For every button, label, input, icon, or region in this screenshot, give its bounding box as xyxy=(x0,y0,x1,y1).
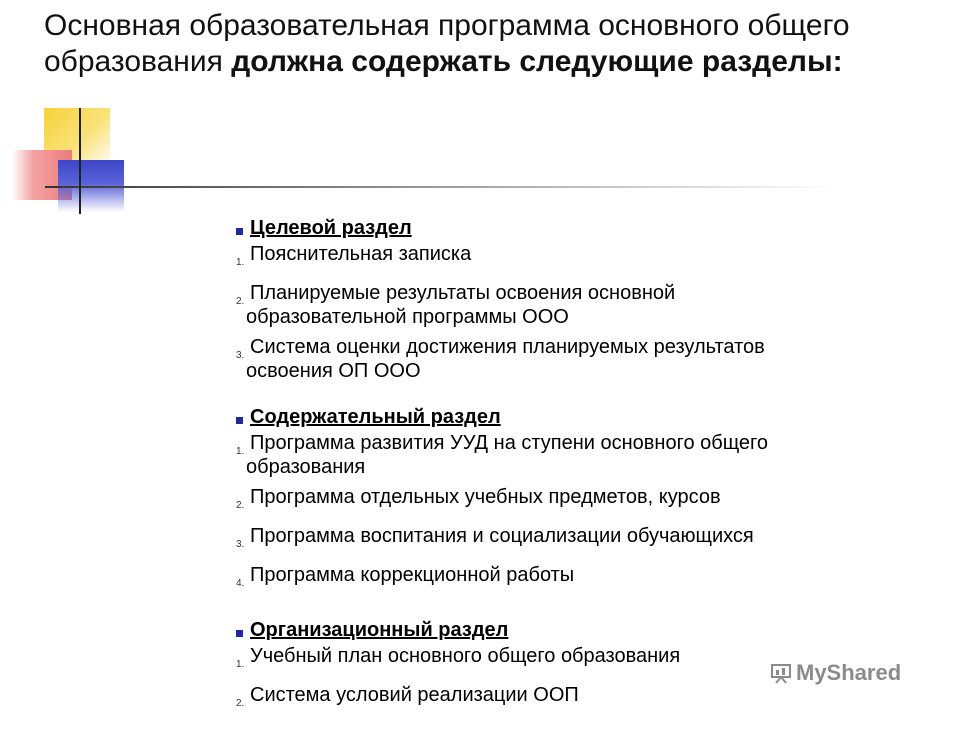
square-bullet-icon xyxy=(236,228,243,235)
item-number: 3. xyxy=(236,539,245,550)
section-title: Целевой раздел xyxy=(250,216,412,239)
item-text: Планируемые результаты освоения основной xyxy=(250,282,676,304)
item-text: Программа коррекционной работы xyxy=(250,564,575,586)
list-item xyxy=(236,524,936,557)
item-text: Система оценки достижения планируемых результатов xyxy=(250,336,765,358)
item-number: 4. xyxy=(236,578,245,589)
square-bullet-icon xyxy=(236,417,243,424)
decor-vertical-line xyxy=(79,108,81,214)
item-number: 1. xyxy=(236,257,245,268)
section-target xyxy=(236,214,936,383)
item-number: 3. xyxy=(236,350,245,361)
item-text: Программа отдельных учебных предметов, курсов xyxy=(250,486,721,508)
section-title: Содержательный раздел xyxy=(250,405,501,428)
item-number: 2. xyxy=(236,698,245,709)
title-normal: Основная образовательная программа основного общего образования xyxy=(44,9,850,78)
slide-title xyxy=(44,8,924,80)
item-text: Программа воспитания и социализации обучающихся xyxy=(250,525,754,547)
item-text: Программа развития УУД на ступени основного общего xyxy=(250,432,769,454)
list-item xyxy=(236,281,936,329)
item-text: Система условий реализации ООП xyxy=(250,684,579,706)
item-number: 1. xyxy=(236,659,245,670)
item-text-cont: образования xyxy=(246,456,366,478)
list-item xyxy=(236,242,936,275)
list-item xyxy=(236,485,936,518)
decor-horizontal-line xyxy=(45,186,835,188)
item-text-cont: образовательной программы ООО xyxy=(246,306,569,328)
item-number: 1. xyxy=(236,446,245,457)
item-text-cont: освоения ОП ООО xyxy=(246,360,421,382)
list-item xyxy=(236,431,936,479)
presentation-icon xyxy=(770,662,792,684)
item-text: Пояснительная записка xyxy=(250,243,472,265)
list-item xyxy=(236,335,936,383)
item-number: 2. xyxy=(236,296,245,307)
square-bullet-icon xyxy=(236,630,243,637)
item-text: Учебный план основного общего образования xyxy=(250,645,681,667)
watermark-text: MyShared xyxy=(796,660,902,685)
sections-list xyxy=(236,214,936,736)
title-bold: должна содержать следующие разделы: xyxy=(231,45,843,78)
item-number: 2. xyxy=(236,500,245,511)
list-item xyxy=(236,683,936,716)
section-content xyxy=(236,403,936,596)
list-item xyxy=(236,563,936,596)
section-title: Организационный раздел xyxy=(250,618,509,641)
watermark xyxy=(770,660,901,686)
